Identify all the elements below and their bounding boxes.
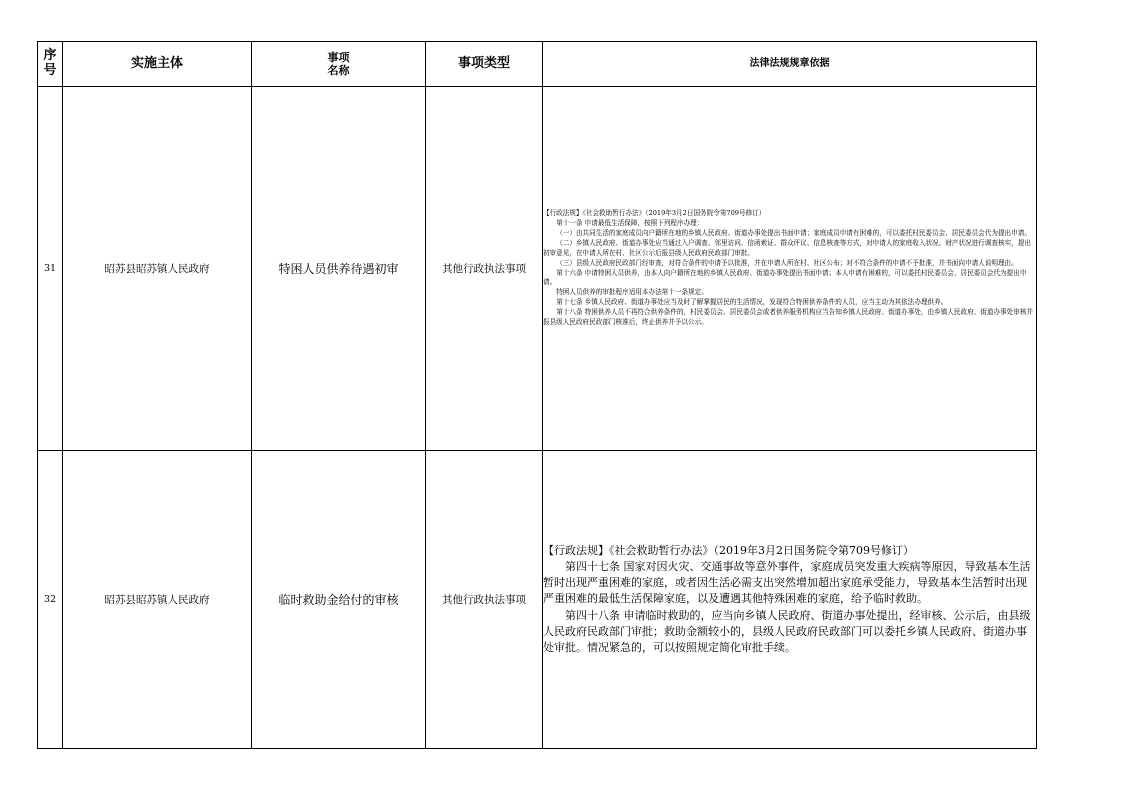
- row-item-name: 特困人员供养待遇初审: [252, 87, 426, 451]
- legal-paragraph: 第十八条 特困供养人员不再符合供养条件的，村民委员会、居民委员会或者供养服务机构应当告知乡镇人民政府、街道办事处，由乡镇人民政府、街道办事处审核并报县级人民政府民政部门核准后，终止供养并予以公示。: [543, 308, 1034, 326]
- legal-paragraph: 第十七条 乡镇人民政府、街道办事处应当及时了解掌握居民的生活情况，发现符合特困供养条件的人员，应当主动为其依法办理供养。: [556, 298, 948, 307]
- legal-source: 【行政法规】《社会救助暂行办法》（2019年3月2日国务院令第709号修订）: [543, 543, 914, 557]
- legal-paragraph: 第四十八条 申请临时救助的，应当向乡镇人民政府、街道办事处提出，经审核、公示后，由县级人民政府民政部门审批；救助金额较小的，县级人民政府民政部门可以委托乡镇人民政府、街道办事处审批。情况紧急的，可以按照规定简化审批手续。: [543, 608, 1031, 655]
- table-row: [38, 451, 1037, 749]
- row-subject: 昭苏县昭苏镇人民政府: [63, 87, 252, 451]
- row-item-type: 其他行政执法事项: [426, 87, 543, 451]
- legal-text-block: [543, 543, 1036, 657]
- legal-source: 【行政法规】《社会救助暂行办法》（2019年3月2日国务院令第709号修订）: [543, 209, 766, 218]
- row-seq: 32: [38, 451, 63, 749]
- legal-text-block: [543, 209, 1036, 328]
- header-item-type: 事项类型: [426, 42, 543, 87]
- legal-paragraph: （二）乡镇人民政府、街道办事处应当通过入户调查、邻里访问、信函索证、群众评议、信息核查等方式，对申请人的家庭收入状况、财产状况进行调查核实，提出初审意见，在申请人所在村、社区公示后报县级人民政府民政部门审批。: [543, 238, 1031, 257]
- legal-paragraph: 特困人员供养的审批程序适用本办法第十一条规定。: [556, 288, 708, 297]
- row-legal-basis: [543, 87, 1037, 451]
- row-legal-basis: [543, 451, 1037, 749]
- row-item-type: 其他行政执法事项: [426, 451, 543, 749]
- row-item-name: 临时救助金给付的审核: [252, 451, 426, 749]
- header-legal-basis: 法律法规规章依据: [543, 42, 1037, 87]
- header-subject: 实施主体: [63, 42, 252, 87]
- header-row: [38, 42, 1037, 87]
- row-seq: 31: [38, 87, 63, 451]
- header-item-name-line1: 事项: [327, 50, 350, 64]
- legal-paragraph: （三）县级人民政府民政部门经审查，对符合条件的申请予以批准，并在申请人所在村、社区公布；对不符合条件的申请不予批准，并书面向申请人说明理由。: [556, 258, 1018, 267]
- legal-paragraph: 第十六条 申请特困人员供养，由本人向户籍所在地的乡镇人民政府、街道办事处提出书面申请；本人申请有困难的，可以委托村民委员会、居民委员会代为提出申请。: [543, 268, 1027, 287]
- legal-basis-table: [37, 41, 1037, 749]
- legal-paragraph: 第十一条 申请最低生活保障，按照下列程序办理：: [556, 219, 704, 228]
- table-row: [38, 87, 1037, 451]
- legal-paragraph: 第四十七条 国家对因火灾、交通事故等意外事件，家庭成员突发重大疾病等原因，导致基本生活暂时出现严重困难的家庭，或者因生活必需支出突然增加超出家庭承受能力，导致基本生活暂时出现严重困难的最低生活保障家庭，以及遭遇其他特殊困难的家庭，给予临时救助。: [543, 559, 1031, 606]
- header-item-name-line2: 名称: [327, 64, 350, 77]
- legal-paragraph: （一）由共同生活的家庭成员向户籍所在地的乡镇人民政府、街道办事处提出书面申请；家庭成员申请有困难的，可以委托村民委员会、居民委员会代为提出申请。: [556, 228, 1031, 237]
- row-subject: 昭苏县昭苏镇人民政府: [63, 451, 252, 749]
- header-item-name: [252, 42, 426, 87]
- header-seq: 序号: [38, 42, 63, 87]
